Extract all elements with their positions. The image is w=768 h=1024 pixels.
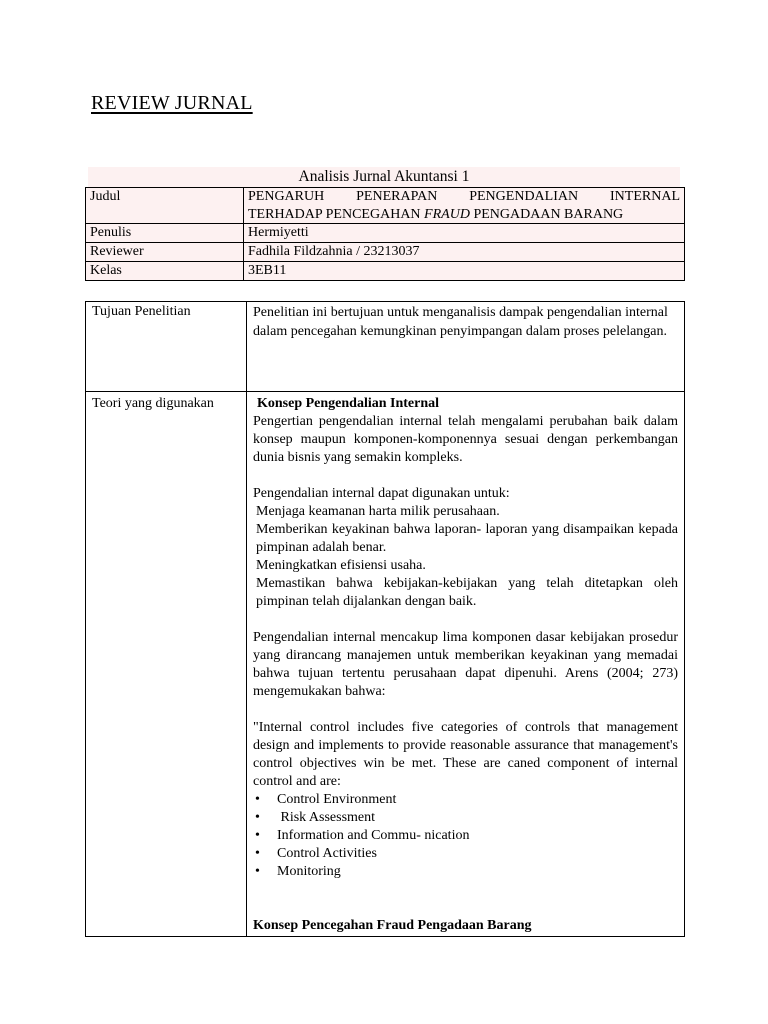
judul-value — [244, 188, 685, 224]
row-tujuan — [86, 302, 685, 392]
tujuan-label: Tujuan Penelitian — [86, 302, 247, 392]
journal-info-table — [85, 187, 685, 281]
judul-italic-fraud: FRAUD — [424, 206, 470, 222]
row-teori — [86, 392, 685, 937]
penulis-label: Penulis — [86, 224, 244, 243]
judul-label: Judul — [86, 188, 244, 224]
reviewer-value: Fadhila Fildzahnia / 23213037 — [244, 243, 685, 262]
heading-konsep-pengendalian: Konsep Pengendalian Internal — [257, 396, 440, 411]
row-reviewer — [86, 243, 685, 262]
judul-line-1: PENGARUH PENERAPAN PENGENDALIAN INTERNAL — [248, 189, 680, 204]
kelas-label: Kelas — [86, 262, 244, 281]
row-judul — [86, 188, 685, 224]
penulis-value: Hermiyetti — [244, 224, 685, 243]
component-list — [253, 791, 678, 881]
para-kegunaan-intro: Pengendalian internal dapat digunakan untuk: — [253, 486, 510, 501]
use-item: Memastikan bahwa kebijakan-kebijakan yang telah ditetapkan oleh pimpinan telah dijalankan dengan baik. — [256, 576, 678, 609]
use-item: Memberikan keyakinan bahwa laporan- laporan yang disampaikan kepada pimpinan adalah benar. — [256, 522, 678, 555]
teori-content — [247, 392, 685, 937]
tujuan-text: Penelitian ini bertujuan untuk menganalisis dampak pengendalian internal dalam pencegahan kemungkinan penyimpangan dalam proses pelelangan. — [247, 302, 685, 392]
reviewer-label: Reviewer — [86, 243, 244, 262]
list-item: • Control Environment — [253, 791, 678, 809]
document-title: REVIEW JURNAL — [91, 92, 253, 114]
list-item: • Monitoring — [253, 863, 678, 881]
table-caption: Analisis Jurnal Akuntansi 1 — [88, 167, 680, 187]
kelas-value: 3EB11 — [244, 262, 685, 281]
use-item: Menjaga keamanan harta milik perusahaan. — [256, 504, 500, 519]
list-item: • Risk Assessment — [253, 809, 678, 827]
judul-line-2: TERHADAP PENCEGAHAN FRAUD PENGADAAN BARANG — [248, 206, 624, 222]
review-detail-table — [85, 301, 685, 937]
list-item: • Information and Commu- nication — [253, 827, 678, 845]
para-pengertian: Pengertian pengendalian internal telah mengalami perubahan baik dalam konsep maupun komponen-komponennya sesuai dengan perkembangan dunia bisnis yang semakin kompleks. — [253, 414, 678, 465]
teori-label: Teori yang digunakan — [86, 392, 247, 937]
row-kelas — [86, 262, 685, 281]
quote-arens: "Internal control includes five categories of controls that management design and implements to provide reasonable assurance that management's control objectives win be met. These are caned component of internal control and are: — [253, 720, 678, 789]
para-komponen: Pengendalian internal mencakup lima komponen dasar kebijakan prosedur yang dirancang manajemen untuk memberikan keyakinan yang memadai bahwa tujuan tertentu perusahaan dapat dipenuhi. Arens (2004; 273) mengemukakan bahwa: — [253, 630, 678, 699]
list-item: • Control Activities — [253, 845, 678, 863]
use-item: Meningkatkan efisiensi usaha. — [256, 558, 426, 573]
row-penulis — [86, 224, 685, 243]
heading-konsep-pencegahan: Konsep Pencegahan Fraud Pengadaan Barang — [253, 918, 532, 933]
